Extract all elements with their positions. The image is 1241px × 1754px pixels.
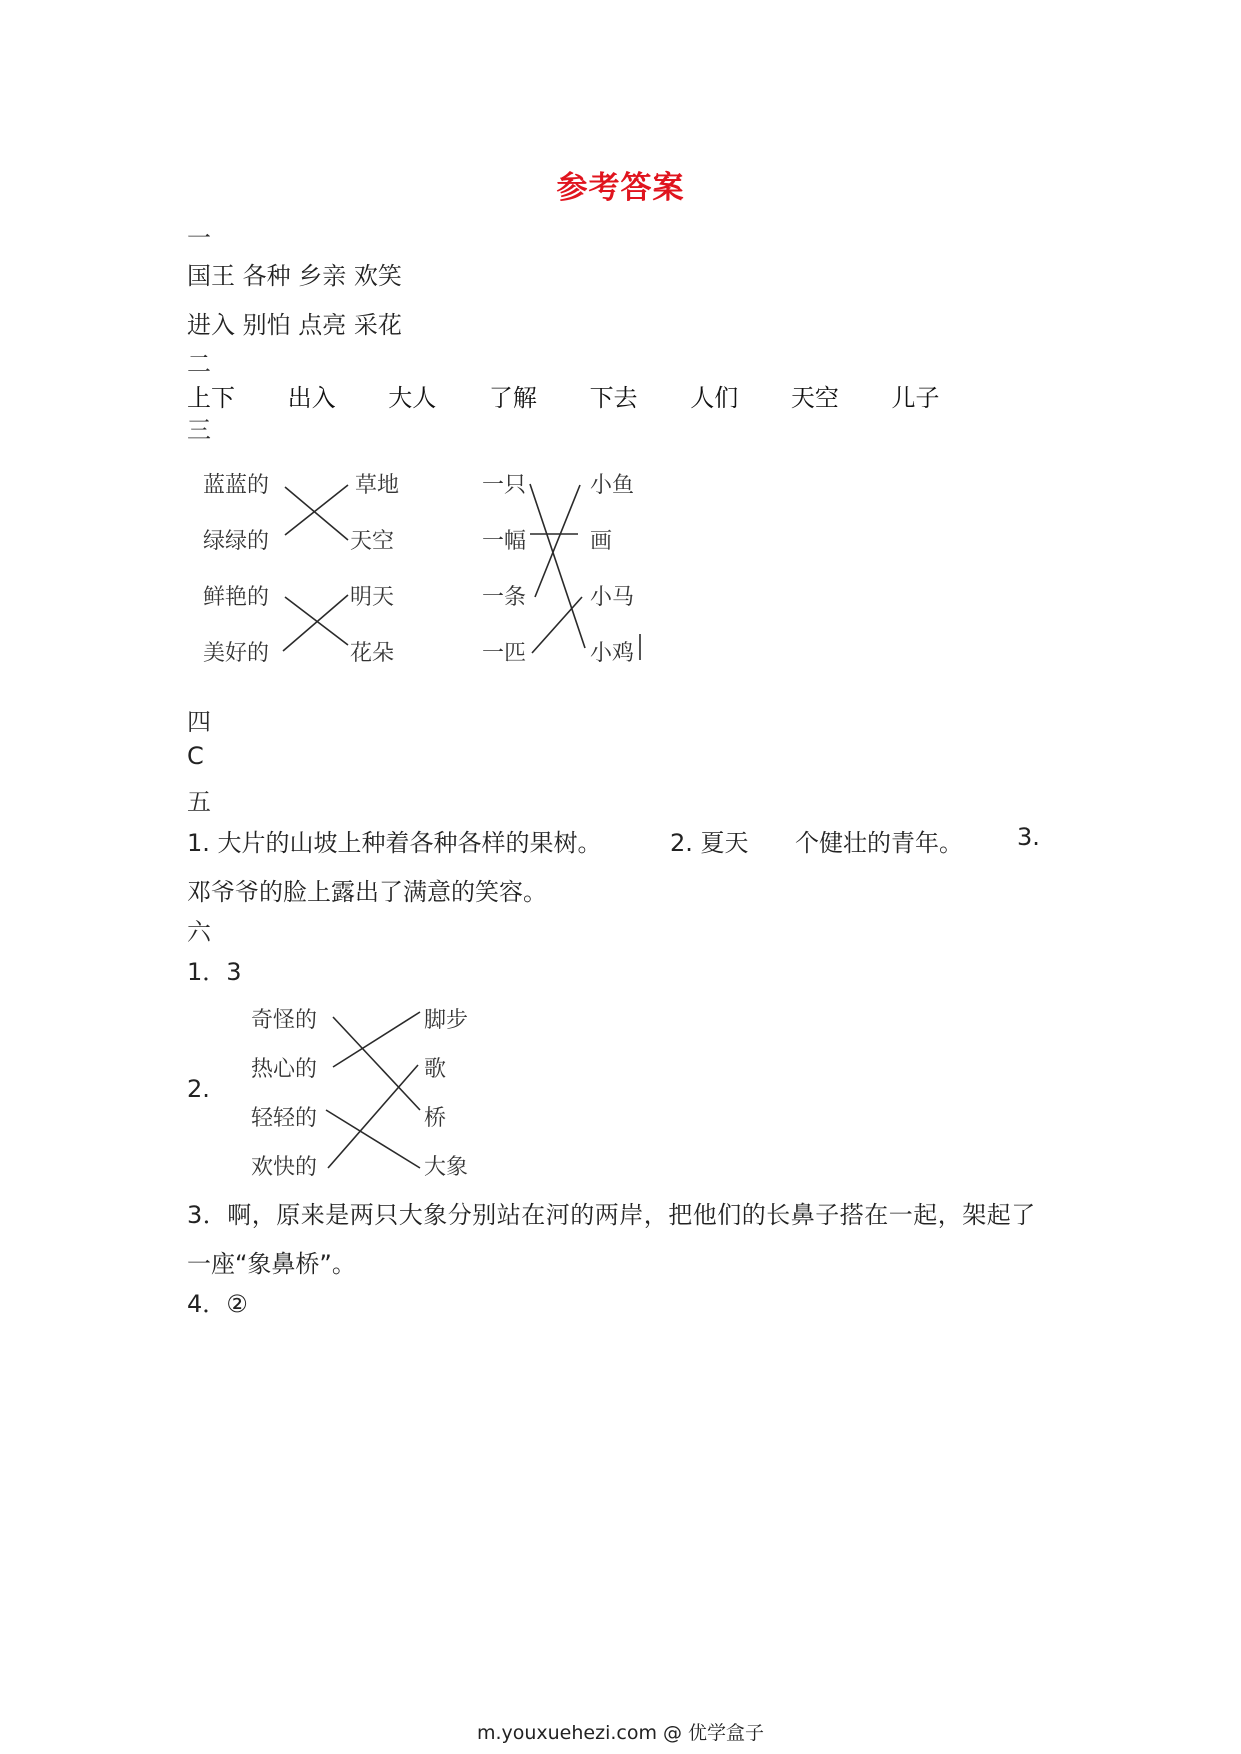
match-line [328,1065,418,1168]
match-left-item: 蓝蓝的 [203,473,270,498]
match-left-item: 一只 [482,473,527,498]
section-2-word: 上下 [187,384,235,412]
match-left-item: 热心的 [251,1057,318,1082]
match-right-item: 小鱼 [590,473,635,498]
section-2-word: 儿子 [891,384,940,412]
match-left-item: 奇怪的 [251,1008,318,1033]
match-left-item: 欢快的 [251,1155,318,1180]
section-1-line-2: 进入 别怕 点亮 采花 [187,311,402,339]
section-5-sentence-3-number: 3. [1017,823,1040,851]
section-5-sentence-3: 邓爷爷的脸上露出了满意的笑容。 [187,878,547,906]
match-line [333,1017,420,1110]
section-6-answer-4: 4．② [187,1290,248,1318]
section-1-heading: 一 [187,224,211,252]
section-5-sentence-1: 1. 大片的山坡上种着各种各样的果树。 [187,829,602,857]
footer-watermark: m.youxuehezi.com @ 优学盒子 [476,1722,765,1744]
match-line [326,1110,420,1168]
match-left-item: 一条 [482,585,527,610]
section-6-answer-3-line-2: 一座“象鼻桥”。 [187,1250,356,1278]
section-6-answer-2-number: 2. [187,1075,210,1103]
match-left-item: 轻轻的 [251,1106,318,1131]
section-2-word: 下去 [589,384,638,412]
match-left-item: 美好的 [203,641,270,666]
match-left-item: 一匹 [482,641,527,666]
match-right-item: 大象 [424,1155,469,1180]
section-6-answer-3-line-1: 3．啊，原来是两只大象分别站在河的两岸，把他们的长鼻子搭在一起，架起了 [187,1201,1036,1229]
match-left-item: 鲜艳的 [203,585,270,610]
section-5-sentence-2-start: 2. 夏天 [670,829,749,857]
section-2-word: 人们 [690,384,739,412]
match-right-item: 画 [590,529,613,554]
match-right-item: 歌 [424,1057,447,1082]
section-4-heading: 四 [187,708,211,736]
section-4-answer: C [187,742,204,770]
section-5-heading: 五 [187,788,211,816]
section-2-word: 出入 [287,384,336,412]
match-right-item: 花朵 [350,641,395,666]
section-2-word: 了解 [488,384,537,412]
match-left-item: 一幅 [482,529,527,554]
match-right-item: 脚步 [424,1008,469,1033]
match-right-item: 小鸡 [590,641,635,666]
section-6-answer-1: 1．3 [187,958,242,986]
section-2-word: 天空 [790,384,839,412]
match-right-item: 草地 [355,473,400,498]
section-1-line-1: 国王 各种 乡亲 欢笑 [187,262,402,290]
match-line [333,1012,420,1067]
section-5-sentence-2-end: 个健壮的青年。 [795,829,963,857]
match-right-item: 小马 [590,585,635,610]
match-right-item: 桥 [424,1106,447,1131]
section-2-word: 大人 [388,384,437,412]
section-6-heading: 六 [187,918,211,946]
match-left-item: 绿绿的 [203,529,270,554]
match-right-item: 明天 [350,585,395,610]
section-3-heading: 三 [187,416,211,444]
section-2-heading: 二 [187,350,211,378]
match-right-item: 天空 [350,529,395,554]
page-title: 参考答案 [556,170,685,206]
